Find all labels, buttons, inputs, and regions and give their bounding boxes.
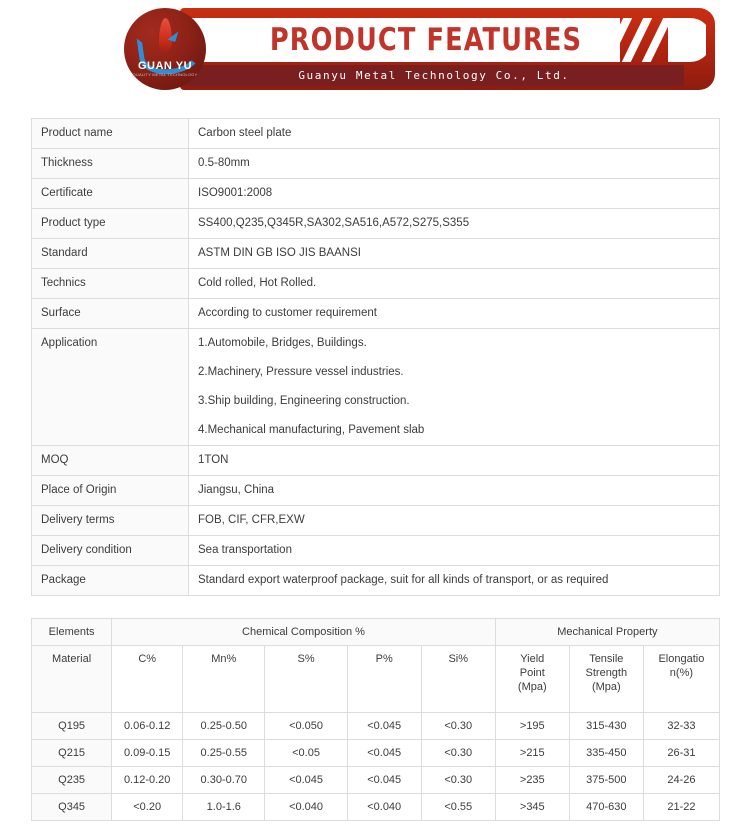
cell-elongation: 24-26 (643, 767, 719, 794)
col-header-silicon: Si% (421, 646, 495, 713)
cell-tensile-strength: 470-630 (569, 794, 643, 821)
table-row (32, 179, 720, 209)
table-row (32, 767, 720, 794)
col-header-material: Material (32, 646, 112, 713)
cell-yield-point: >215 (495, 740, 569, 767)
spec-value: According to customer requirement (189, 299, 720, 329)
page-banner (0, 0, 750, 104)
table-row (32, 119, 720, 149)
table-row-application (32, 329, 720, 446)
tensile-line-3: (Mpa) (591, 681, 621, 693)
application-line: 3.Ship building, Engineering construction. (198, 395, 410, 407)
spec-value: 0.5-80mm (189, 149, 720, 179)
yield-line-1: Yield (520, 653, 545, 665)
col-header-yield-point (495, 646, 569, 713)
col-header-carbon: C% (112, 646, 183, 713)
col-header-phosphorus: P% (347, 646, 421, 713)
cell-manganese: 0.25-0.50 (183, 713, 265, 740)
cell-manganese: 0.25-0.55 (183, 740, 265, 767)
table-row (32, 536, 720, 566)
spec-value-application (189, 329, 720, 446)
logo-name: GUAN YU (137, 60, 193, 72)
cell-silicon: <0.55 (421, 794, 495, 821)
diagonal-stripes-decoration (610, 18, 706, 62)
cell-sulfur: <0.040 (265, 794, 347, 821)
spec-label: Surface (32, 299, 189, 329)
spec-label: Application (32, 329, 189, 446)
table-row (32, 794, 720, 821)
cell-sulfur: <0.05 (265, 740, 347, 767)
yield-line-3: (Mpa) (517, 681, 547, 693)
cell-material: Q215 (32, 740, 112, 767)
application-line: 1.Automobile, Bridges, Buildings. (198, 337, 367, 349)
cell-silicon: <0.30 (421, 740, 495, 767)
company-logo (124, 8, 206, 96)
properties-table (31, 618, 720, 821)
spec-value: SS400,Q235,Q345R,SA302,SA516,A572,S275,S355 (189, 209, 720, 239)
stripe-cap (668, 18, 706, 62)
specification-table (31, 118, 720, 596)
cell-carbon: <0.20 (112, 794, 183, 821)
table-row (32, 149, 720, 179)
company-name: Guanyu Metal Technology Co., Ltd. (184, 65, 684, 86)
spec-value: Cold rolled, Hot Rolled. (189, 269, 720, 299)
elongation-line-1: Elongatio (658, 653, 705, 665)
cell-carbon: 0.12-0.20 (112, 767, 183, 794)
spec-label: Product name (32, 119, 189, 149)
col-header-tensile-strength (569, 646, 643, 713)
table-row (32, 209, 720, 239)
application-line: 4.Mechanical manufacturing, Pavement slab (198, 424, 425, 436)
spec-value: Carbon steel plate (189, 119, 720, 149)
col-header-manganese: Mn% (183, 646, 265, 713)
cell-manganese: 0.30-0.70 (183, 767, 265, 794)
cell-carbon: 0.06-0.12 (112, 713, 183, 740)
table-row (32, 239, 720, 269)
group-header-row (32, 619, 720, 646)
cell-elongation: 21-22 (643, 794, 719, 821)
spec-value: Standard export waterproof package, suit for all kinds of transport, or as required (189, 566, 720, 596)
spec-label: Thickness (32, 149, 189, 179)
spec-label: Certificate (32, 179, 189, 209)
col-header-elongation (643, 646, 719, 713)
spec-label: Technics (32, 269, 189, 299)
spec-label: Place of Origin (32, 476, 189, 506)
cell-carbon: 0.09-0.15 (112, 740, 183, 767)
cell-tensile-strength: 315-430 (569, 713, 643, 740)
spec-value: 1TON (189, 446, 720, 476)
spec-label: Delivery terms (32, 506, 189, 536)
cell-sulfur: <0.045 (265, 767, 347, 794)
column-header-row (32, 646, 720, 713)
table-row (32, 506, 720, 536)
cell-phosphorus: <0.040 (347, 794, 421, 821)
cell-yield-point: >195 (495, 713, 569, 740)
table-row (32, 446, 720, 476)
col-header-sulfur: S% (265, 646, 347, 713)
group-header-elements: Elements (32, 619, 112, 646)
application-line: 2.Machinery, Pressure vessel industries. (198, 366, 404, 378)
group-header-mechanical: Mechanical Property (495, 619, 719, 646)
cell-sulfur: <0.050 (265, 713, 347, 740)
yield-line-2: Point (519, 667, 545, 679)
logo-tagline: QUALITY METAL TECHNOLOGY (132, 72, 198, 77)
spec-label: Delivery condition (32, 536, 189, 566)
elongation-line-2: n(%) (669, 667, 694, 679)
spec-value: ASTM DIN GB ISO JIS BAANSI (189, 239, 720, 269)
table-row (32, 299, 720, 329)
spec-label: Product type (32, 209, 189, 239)
banner-shape (180, 8, 715, 90)
spec-label: Package (32, 566, 189, 596)
cell-manganese: 1.0-1.6 (183, 794, 265, 821)
spec-value: Sea transportation (189, 536, 720, 566)
cell-yield-point: >345 (495, 794, 569, 821)
cell-silicon: <0.30 (421, 767, 495, 794)
spec-label: MOQ (32, 446, 189, 476)
cell-phosphorus: <0.045 (347, 713, 421, 740)
page-title: PRODUCT FEATURES (269, 22, 583, 58)
table-row (32, 566, 720, 596)
cell-tensile-strength: 335-450 (569, 740, 643, 767)
table-row (32, 269, 720, 299)
cell-material: Q235 (32, 767, 112, 794)
tensile-line-2: Strength (585, 667, 628, 679)
spec-label: Standard (32, 239, 189, 269)
table-row (32, 476, 720, 506)
cell-phosphorus: <0.045 (347, 740, 421, 767)
cell-silicon: <0.30 (421, 713, 495, 740)
cell-phosphorus: <0.045 (347, 767, 421, 794)
table-row (32, 740, 720, 767)
table-row (32, 713, 720, 740)
cell-material: Q195 (32, 713, 112, 740)
tensile-line-1: Tensile (589, 653, 624, 665)
cell-tensile-strength: 375-500 (569, 767, 643, 794)
properties-table-wrap (31, 618, 720, 821)
spec-value: FOB, CIF, CFR,EXW (189, 506, 720, 536)
group-header-chemical: Chemical Composition % (112, 619, 496, 646)
spec-value: ISO9001:2008 (189, 179, 720, 209)
cell-elongation: 26-31 (643, 740, 719, 767)
cell-yield-point: >235 (495, 767, 569, 794)
cell-material: Q345 (32, 794, 112, 821)
cell-elongation: 32-33 (643, 713, 719, 740)
specification-table-wrap (31, 118, 720, 596)
spec-value: Jiangsu, China (189, 476, 720, 506)
